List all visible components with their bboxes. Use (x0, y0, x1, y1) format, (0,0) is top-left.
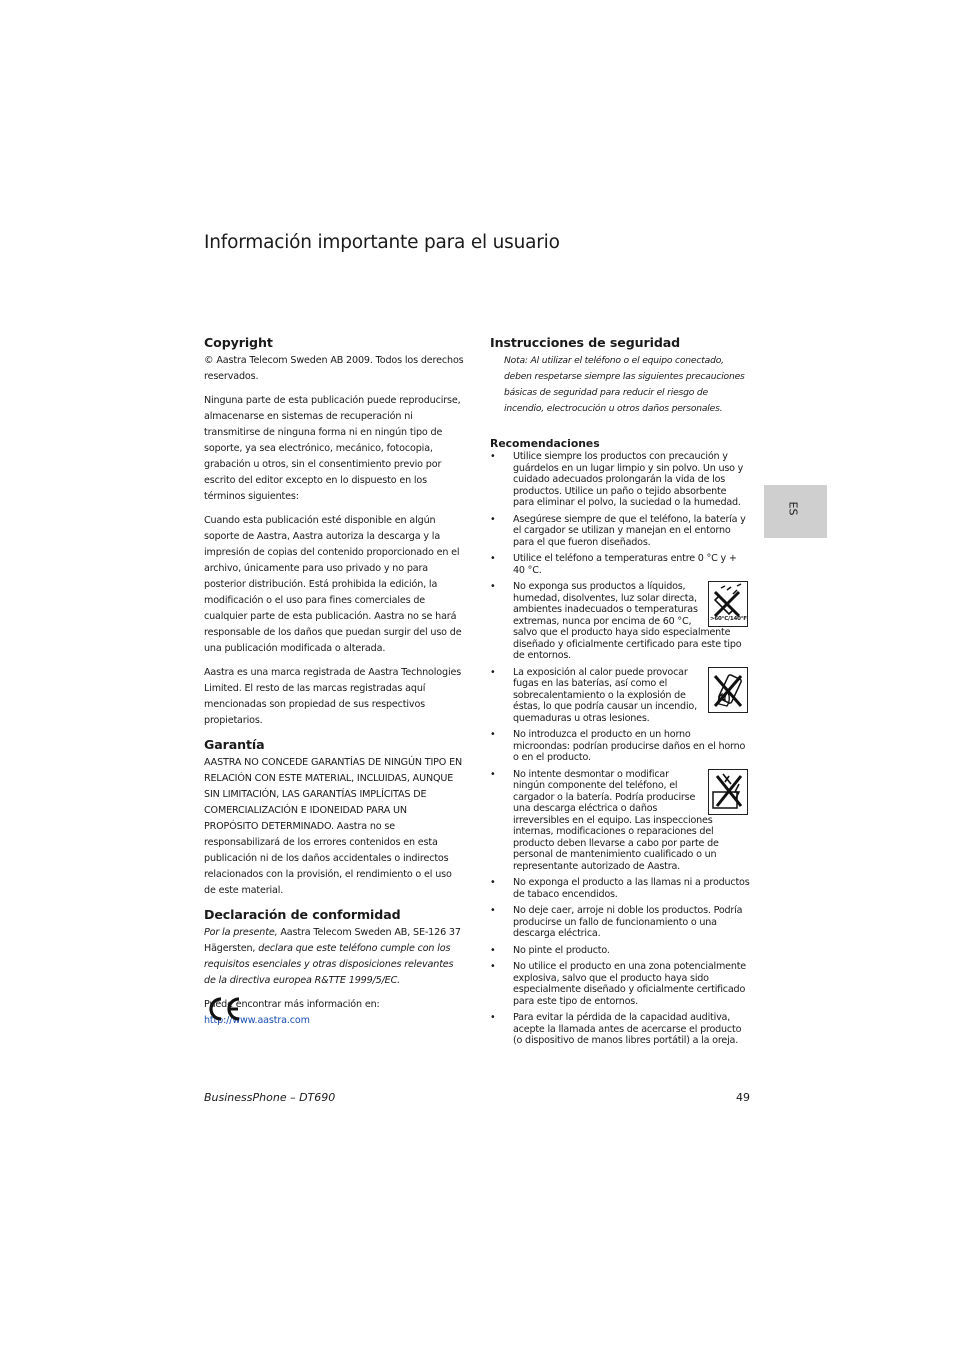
list-item (490, 769, 750, 873)
safety-heading: Instrucciones de seguridad (490, 335, 681, 350)
temperature-label: • >60°C/140°F (710, 615, 747, 622)
recommendations-heading: Recomendaciones (490, 437, 600, 450)
conformity-text-italic: declara que este teléfono cumple con los requisitos esenciales y otras disposiciones relevantes de la directiva europea R&TTE 1999/5/EC. (204, 943, 454, 986)
copyright-paragraph: © Aastra Telecom Sweden AB 2009. Todos los derechos reservados. (204, 355, 464, 382)
conformity-text: Aastra Telecom Sweden AB, SE-126 37 Hägersten, (204, 927, 461, 954)
warranty-section (204, 737, 464, 899)
list-item: • No exponga el producto a las llamas ni a productos de tabaco encendidos. (490, 877, 750, 900)
list-item: • Utilice siempre los productos con precaución y guárdelos en un lugar limpio y sin polvo. Un uso y cuidado adecuados prolongarán la vida de los productos. Utilice un paño o tejido absorbente para eliminar el polvo, la suciedad o la humedad. (490, 451, 750, 509)
footer-page-number: 49 (736, 1091, 750, 1104)
copyright-heading: Copyright (204, 335, 273, 350)
list-item: • Asegúrese siempre de que el teléfono, la batería y el cargador se utilizan y manejan en el entorno para el que fueron diseñados. (490, 514, 750, 549)
list-item: • Utilice el teléfono a temperaturas entre 0 °C y + 40 °C. (490, 553, 750, 576)
no-liquid-temperature-icon (708, 581, 748, 627)
list-item: • No introduzca el producto en un horno microondas: podrían producirse daños en el horno o en el producto. (490, 729, 750, 764)
list-item-text: La exposición al calor puede provocar fugas en las baterías, así como el sobrecalentamiento o la explosión de éstas, lo que podría causar un incendio, quemaduras u otras lesiones. (513, 666, 697, 724)
page-title: Información importante para el usuario (204, 232, 560, 253)
list-item: • No utilice el producto en una zona potencialmente explosiva, salvo que el producto haya sido especialmente diseñado y oficialmente certificado para este tipo de entornos. (490, 961, 750, 1007)
conformity-heading: Declaración de conformidad (204, 907, 401, 922)
list-item (490, 667, 750, 725)
copyright-paragraph: Cuando esta publicación esté disponible en algún soporte de Aastra, Aastra autoriza la descarga y la impresión de copias del contenido proporcionado en el archivo, únicamente para uso privado y no para posterior distribución. Está prohibida la edición, la modificación o el uso para fines comerciales de cualquier parte de esta publicación. Aastra no se hará responsable de los daños que puedan surgir del uso de una publicación modificada o alterada. (204, 515, 462, 654)
warranty-paragraph: AASTRA NO CONCEDE GARANTÍAS DE NINGÚN TIPO EN RELACIÓN CON ESTE MATERIAL, INCLUIDAS, AUNQUE SIN LIMITACIÓN, LAS GARANTÍAS IMPLÍCITAS DE COMERCIALIZACIÓN E IDONEIDAD PARA UN PROPÓSITO DETERMINADO. Aastra no se responsabilizará de los errores contenidos en esta publicación ni de los daños accidentales o indirectos relacionados con la provisión, el rendimiento o el uso de este material. (204, 757, 463, 896)
copyright-section (204, 335, 464, 729)
conformity-text-italic: Por la presente, (204, 927, 278, 938)
copyright-paragraph: Ninguna parte de esta publicación puede reproducirse, almacenarse en sistemas de recuperación ni transmitirse de ninguna forma ni en ningún tipo de soporte, ya sea electrónico, mecánico, fotocopia, grabación u otros, sin el consentimiento previo por escrito del editor excepto en lo dispuesto en los términos siguientes: (204, 395, 461, 502)
conformity-paragraph (204, 925, 464, 989)
recommendations-list (490, 451, 750, 1047)
aastra-link[interactable]: http://www.aastra.com (204, 1015, 310, 1026)
list-item (490, 581, 750, 662)
footer-product-name: BusinessPhone – DT690 (204, 1091, 336, 1104)
list-item: • No pinte el producto. (490, 945, 750, 957)
safety-note: Nota: Al utilizar el teléfono o el equipo conectado, deben respetarse siempre las siguientes precauciones básicas de seguridad para reducir el riesgo de incendio, electrocución u otros daños personales. (504, 355, 745, 414)
conformity-section (204, 907, 464, 1029)
ce-mark-icon (206, 996, 242, 1026)
list-item-text: No intente desmontar o modificar ningún componente del teléfono, el cargador o la batería. Podría producirse una descarga eléctrica o daños irreversibles en el equipo. Las inspecciones internas, modificaciones o reparaciones del producto deben llevarse a cabo por parte de personal de mantenimiento cualificado o un representante autorizado de Aastra. (513, 768, 719, 872)
list-item-text: No exponga sus productos a líquidos, humedad, disolventes, luz solar directa, ambientes inadecuados o temperaturas extremas, nunca por encima de 60 °C, salvo que el producto haya sido especialmente diseñado y oficialmente certificado para este tipo de entornos. (513, 581, 742, 661)
no-heat-battery-icon (708, 667, 748, 713)
more-info-paragraph (204, 997, 464, 1029)
warranty-heading: Garantía (204, 737, 265, 752)
language-tab-label: ES (786, 501, 800, 516)
left-column (204, 335, 464, 1037)
list-item: • No deje caer, arroje ni doble los productos. Podría producirse un fallo de funcionamiento o una descarga eléctrica. (490, 905, 750, 940)
copyright-paragraph: Aastra es una marca registrada de Aastra Technologies Limited. El resto de las marcas registradas aquí mencionadas son propiedad de sus respectivos propietarios. (204, 667, 462, 726)
right-column (490, 335, 750, 1052)
language-tab (764, 485, 827, 538)
list-item: • Para evitar la pérdida de la capacidad auditiva, acepte la llamada antes de acercarse el producto (o dispositivo de manos libres portátil) a la oreja. (490, 1012, 750, 1047)
no-disassembly-icon (708, 769, 748, 815)
more-info-text: Puede encontrar más información en: (204, 999, 380, 1010)
